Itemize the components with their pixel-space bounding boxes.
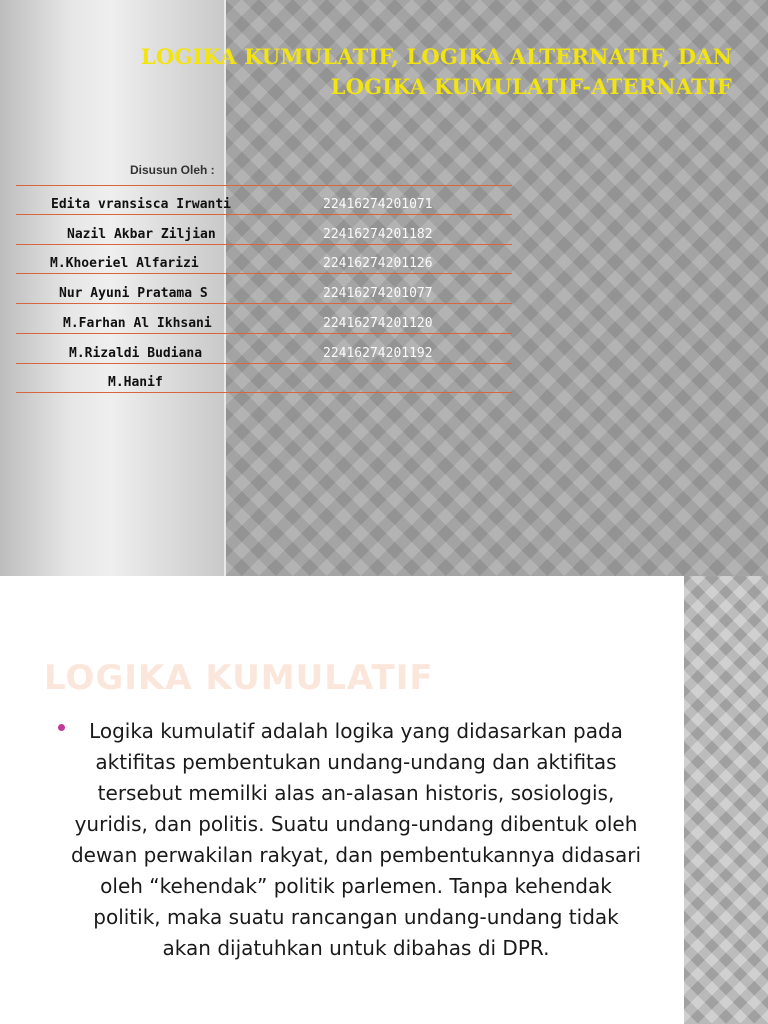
member-nim: 22416274201077 (323, 286, 433, 301)
member-name: M.Hanif (108, 375, 163, 390)
table-rule (16, 303, 512, 304)
member-nim: 22416274201182 (323, 227, 433, 242)
member-name: Nur Ayuni Pratama S (59, 286, 208, 301)
member-name: M.Farhan Al Ikhsani (63, 316, 212, 331)
table-rule (16, 273, 512, 274)
byline: Disusun Oleh : (130, 163, 215, 177)
table-rule (16, 363, 512, 364)
member-nim: 22416274201126 (323, 256, 433, 271)
table-rule (16, 214, 512, 215)
member-name: M.Rizaldi Budiana (69, 346, 203, 361)
title-line-1: LOGIKA KUMULATIF, LOGIKA ALTERNATIF, DAN (140, 44, 732, 69)
title-line-2: LOGIKA KUMULATIF-ATERNATIF (330, 74, 732, 99)
member-name: Edita vransisca Irwanti (51, 197, 232, 212)
member-nim: 22416274201120 (323, 316, 433, 331)
slide-2-title: LOGIKA KUMULATIF (44, 658, 434, 698)
table-rule (16, 392, 512, 393)
slide-2-pattern-strip (684, 576, 768, 1024)
table-rule (16, 244, 512, 245)
member-nim: 22416274201071 (323, 197, 433, 212)
member-name: Nazil Akbar Ziljian (67, 227, 216, 242)
member-name: M.Khoeriel Alfarizi (50, 256, 199, 271)
table-rule (16, 185, 512, 186)
bullet-icon (58, 724, 65, 731)
slide-2 (0, 576, 768, 1024)
table-rule (16, 333, 512, 334)
slide-1-title (92, 42, 732, 102)
slide-2-body-text: Logika kumulatif adalah logika yang didasarkan pada aktifitas pembentukan undang-undang dan aktifitas tersebut memilki alas an-alasan historis, sosiologis, yuridis, dan politis. Suatu undang-undang dibentuk oleh dewan perwakilan rakyat, dan pembentukannya didasari oleh “kehendak” politik parlemen. Tanpa kehendak politik, maka suatu rancangan undang-undang tidak akan dijatuhkan untuk dibahas di DPR. (70, 719, 642, 960)
member-nim: 22416274201192 (323, 346, 433, 361)
